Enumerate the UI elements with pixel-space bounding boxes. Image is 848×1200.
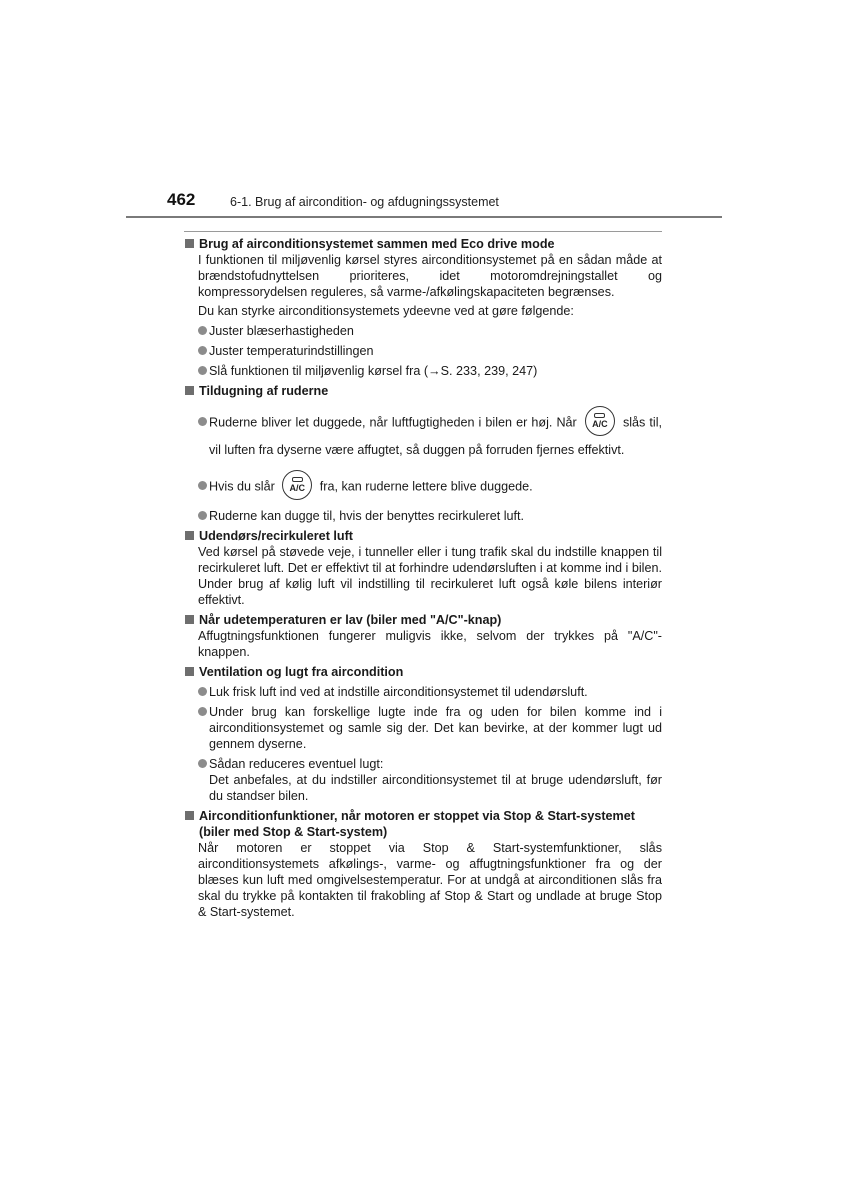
circle-bullet-icon <box>198 346 207 355</box>
section-heading: Airconditionfunktioner, når motoren er stoppet via Stop & Start-systemet (biler med Stop & Start-system) <box>184 808 662 840</box>
header-rule <box>126 216 722 218</box>
list-item: Under brug kan forskellige lugte inde fra og uden for bilen komme ind i airconditionsystemet og samle sig der. Det kan bevirke, at der kommer lugt ud gennem dyserne. <box>198 704 662 752</box>
section-stop-start <box>184 808 662 920</box>
paragraph: Ved kørsel på støvede veje, i tunneller eller i tung trafik skal du indstille knappen til recirkuleret luft. Det er effektivt til at forhindre udendørsluften i at komme ind i bilen. Under brug af kølig luft vil indstilling til recirkuleret luft også køle bilens interiør effektivt. <box>198 545 662 607</box>
page-content <box>184 236 662 920</box>
circle-bullet-icon <box>198 687 207 696</box>
section-window-fogging <box>184 383 662 524</box>
circle-bullet-icon <box>198 417 207 426</box>
list-item: Ruderne kan dugge til, hvis der benyttes recirkuleret luft. <box>198 508 662 524</box>
chapter-title: 6-1. Brug af aircondition- og afdugningssystemet <box>230 195 499 209</box>
list-item: Juster blæserhastigheden <box>198 323 662 339</box>
circle-bullet-icon <box>198 511 207 520</box>
list-item: Slå funktionen til miljøvenlig kørsel fra (→S. 233, 239, 247) <box>198 363 662 379</box>
section-ventilation-odor <box>184 664 662 804</box>
section-eco-drive <box>184 236 662 379</box>
circle-bullet-icon <box>198 366 207 375</box>
square-bullet-icon <box>185 667 194 676</box>
section-rule <box>184 231 662 232</box>
section-heading: Når udetemperaturen er lav (biler med "A/C"-knap) <box>184 612 662 628</box>
list-item: Hvis du slår A/C fra, kan ruderne lettere blive duggede. <box>198 472 662 502</box>
paragraph: Affugtningsfunktionen fungerer muligvis ikke, selvom der trykkes på "A/C"-knappen. <box>198 629 662 659</box>
square-bullet-icon <box>185 239 194 248</box>
square-bullet-icon <box>185 811 194 820</box>
list-item: Luk frisk luft ind ved at indstille airconditionsystemet til udendørsluft. <box>198 684 662 700</box>
section-heading: Tildugning af ruderne <box>184 383 662 399</box>
ac-button-icon: A/C <box>585 406 615 436</box>
square-bullet-icon <box>185 531 194 540</box>
section-outside-recirculated-air <box>184 528 662 608</box>
section-heading: Brug af airconditionsystemet sammen med Eco drive mode <box>184 236 662 252</box>
paragraph: I funktionen til miljøvenlig kørsel styres airconditionsystemet på en sådan måde at brændstofudnyttelsen prioriteres, idet motoromdrejningstallet og kompressorydelsen reguleres, så varme-/afkølingskapaciteten begrænses. <box>198 253 662 299</box>
square-bullet-icon <box>185 386 194 395</box>
square-bullet-icon <box>185 615 194 624</box>
circle-bullet-icon <box>198 707 207 716</box>
circle-bullet-icon <box>198 759 207 768</box>
section-heading: Ventilation og lugt fra aircondition <box>184 664 662 680</box>
section-heading: Udendørs/recirkuleret luft <box>184 528 662 544</box>
paragraph: Når motoren er stoppet via Stop & Start-systemfunktioner, slås airconditionsystemets afkølings-, varme- og affugtningsfunktioner fra og der blæses kun luft med omgivelsestemperatur. For at undgå at airconditionen slås fra skal du trykke på kontakten til frakobling af Stop & Start og undlade at bruge Stop & Start-systemet. <box>198 841 662 919</box>
ac-button-icon: A/C <box>282 470 312 500</box>
list-item: Ruderne bliver let duggede, når luftfugtigheden i bilen er høj. Når A/C slås til, vil luften fra dyserne være affugtet, så duggen på forruden fjernes effektivt. <box>198 408 662 462</box>
paragraph: Du kan styrke airconditionsystemets ydeevne ved at gøre følgende: <box>198 304 574 318</box>
section-low-outside-temperature <box>184 612 662 660</box>
list-item: Sådan reduceres eventuel lugt: Det anbefales, at du indstiller airconditionsystemet til at bruge udendørsluft, før du standser bilen. <box>198 756 662 804</box>
circle-bullet-icon <box>198 481 207 490</box>
page-number: 462 <box>167 190 196 209</box>
list-item: Juster temperaturindstillingen <box>198 343 662 359</box>
circle-bullet-icon <box>198 326 207 335</box>
